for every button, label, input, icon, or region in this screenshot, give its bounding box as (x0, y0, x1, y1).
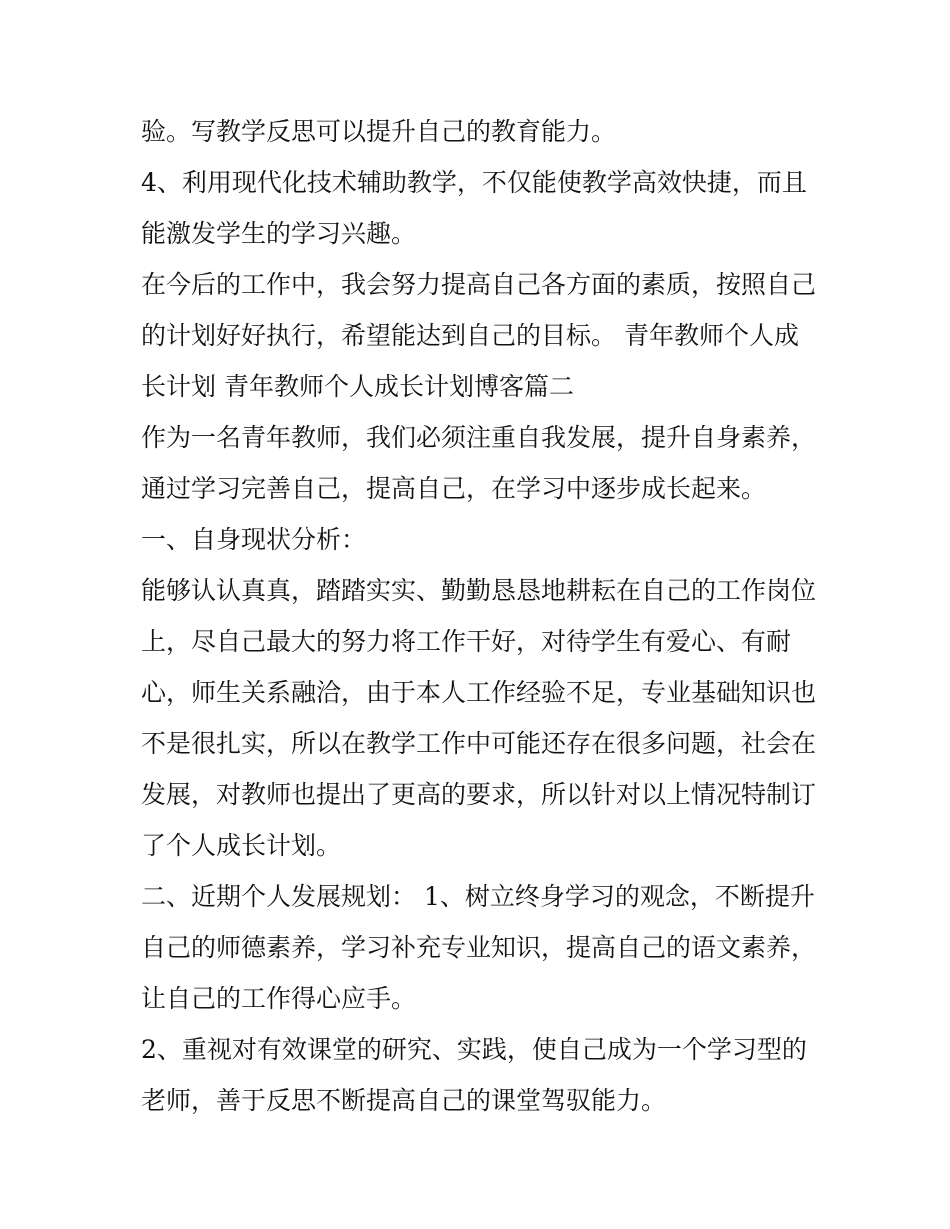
paragraph-short-term-plan: 二、近期个人发展规划： 1、树立终身学习的观念，不断提升自己的师德素养，学习补充专业知识，提高自己的语文素养，让自己的工作得心应手。 (141, 882, 817, 1013)
document-body (141, 106, 821, 1126)
paragraph-self-analysis: 能够认认真真，踏踏实实、勤勤恳恳地耕耘在自己的工作岗位上，尽自己最大的努力将工作干好，对待学生有爱心、有耐心，师生关系融洽，由于本人工作经验不足，专业基础知识也不是很扎实，所以在教学工作中可能还存在很多问题，社会在发展，对教师也提出了更高的要求，所以针对以上情况特制订了个人成长计划。 (141, 576, 817, 860)
paragraph-effective-classroom: 2、重视对有效课堂的研究、实践，使自己成为一个学习型的老师，善于反思不断提高自己的课堂驾驭能力。 (141, 1035, 807, 1115)
section-heading-self-analysis: 一、自身现状分析： (141, 525, 367, 554)
paragraph-future-work: 在今后的工作中，我会努力提高自己各方面的素质，按照自己的计划好好执行，希望能达到自己的目标。 青年教师个人成长计划 青年教师个人成长计划博客篇二 (141, 270, 817, 401)
paragraph-modern-technology: 4、利用现代化技术辅助教学，不仅能使教学高效快捷，而且能激发学生的学习兴趣。 (141, 168, 807, 248)
paragraph-reflection-end: 验。写教学反思可以提升自己的教育能力。 (141, 117, 617, 146)
paragraph-young-teacher-intro: 作为一名青年教师，我们必须注重自我发展，提升自身素养，通过学习完善自己，提高自己，在学习中逐步成长起来。 (141, 423, 817, 503)
